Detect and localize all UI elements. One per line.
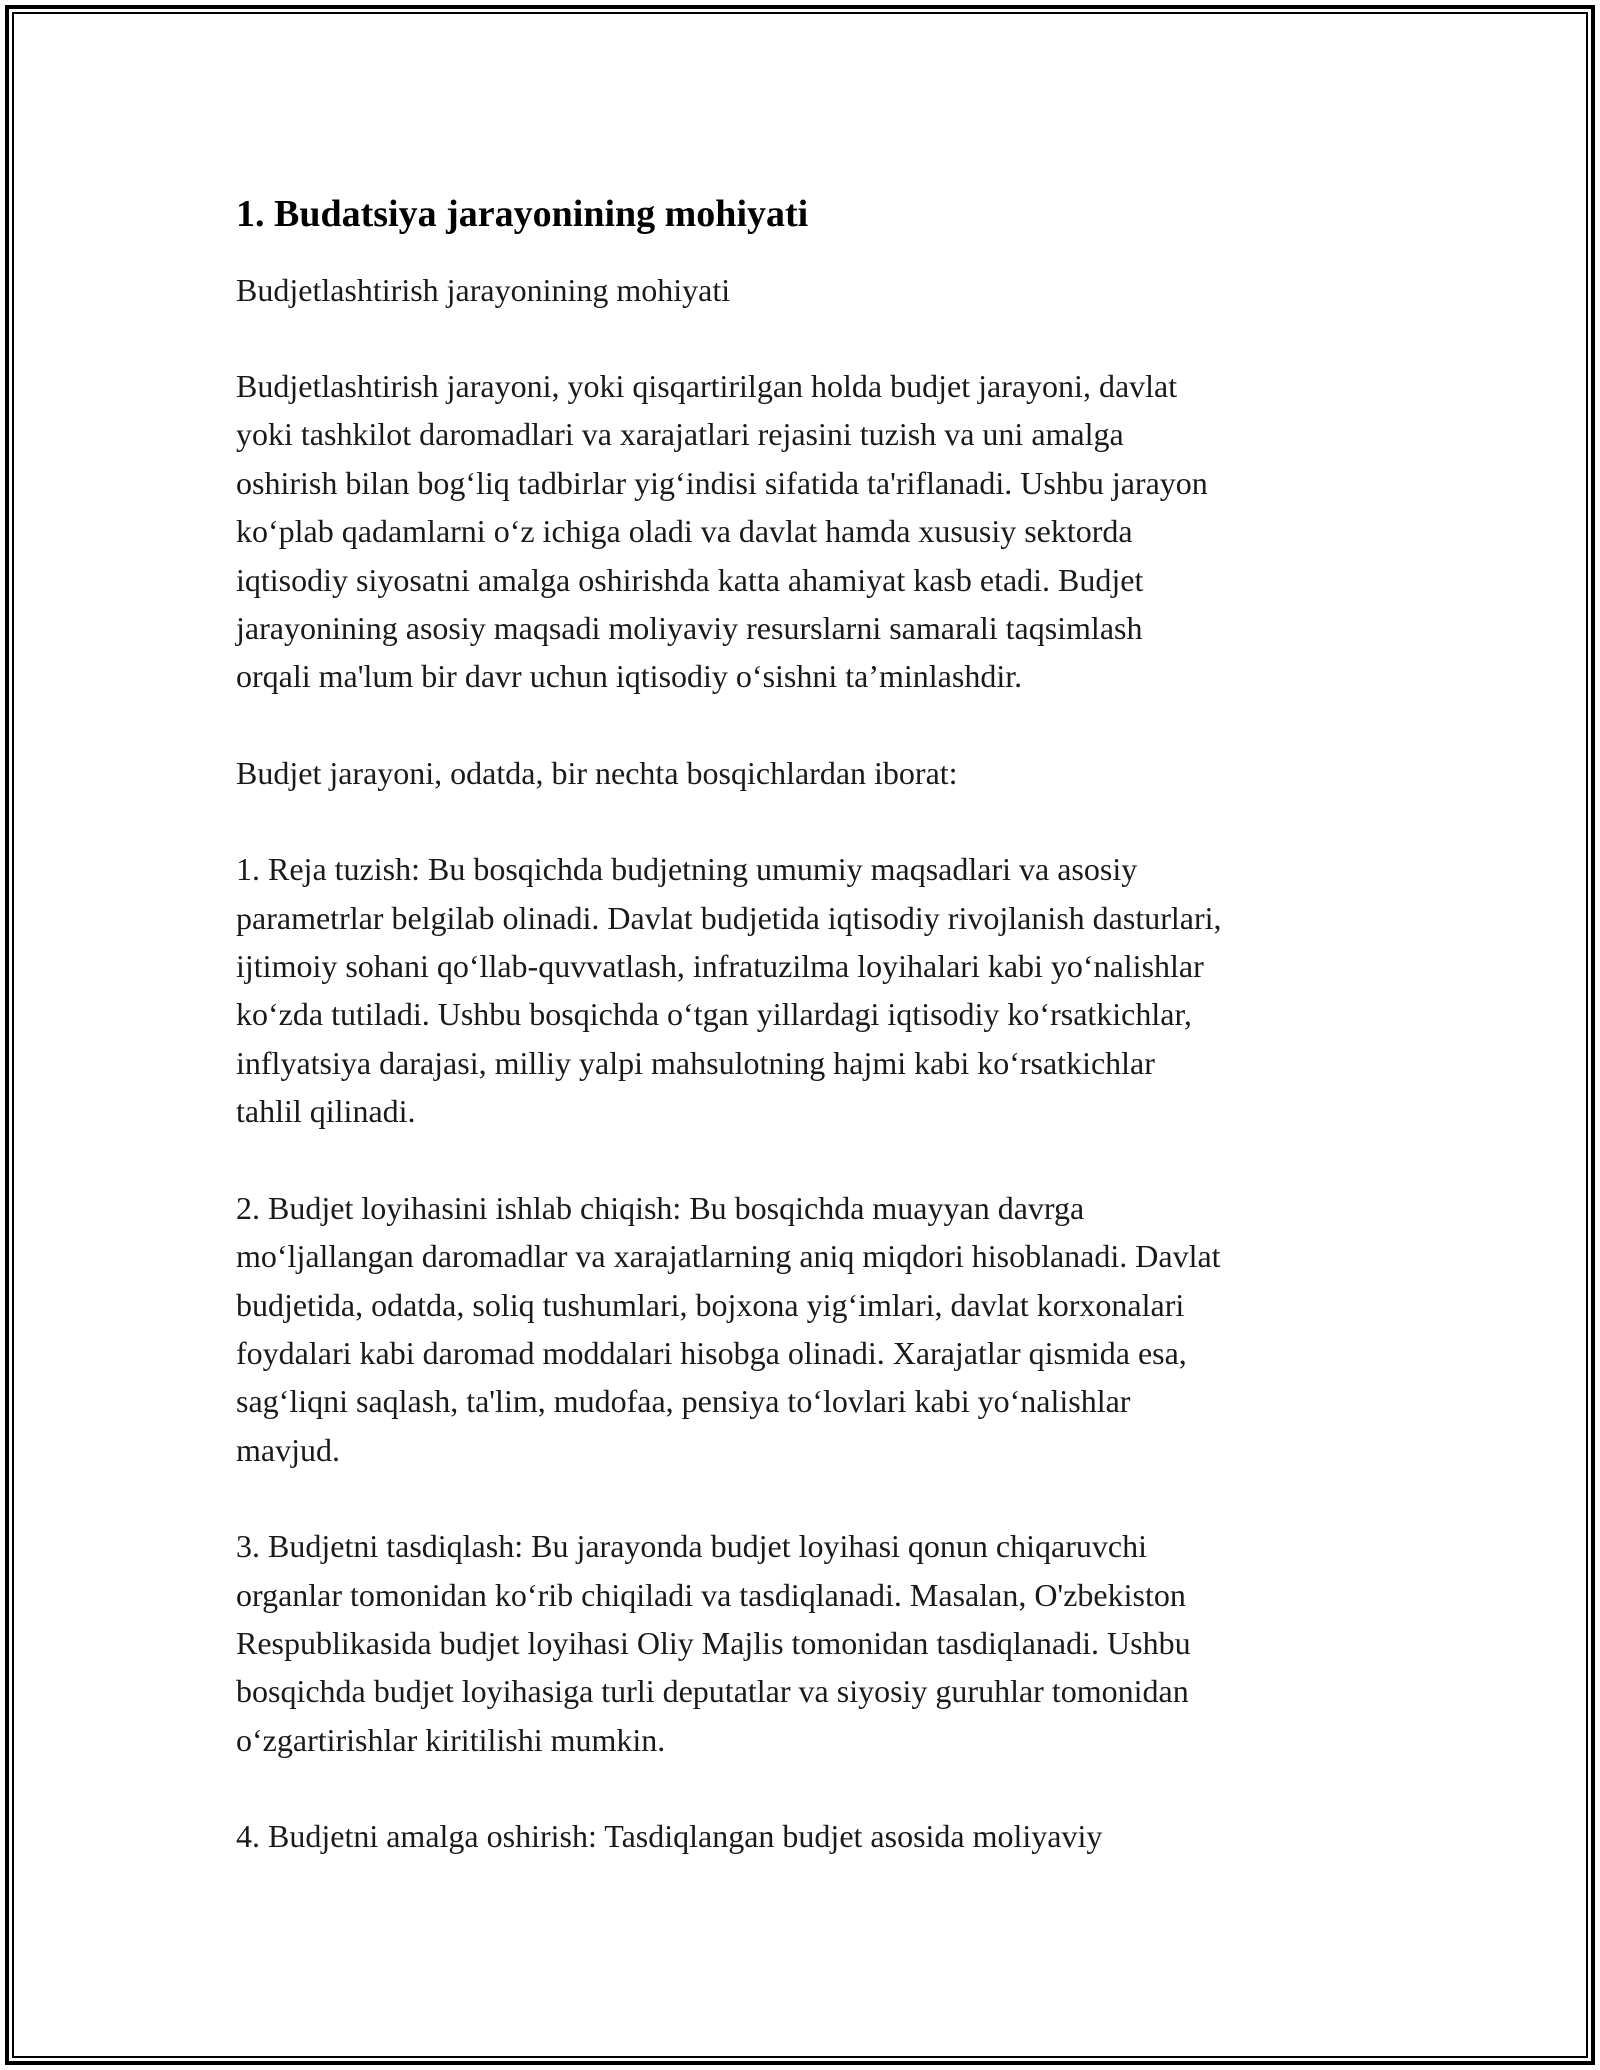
paragraph-stage-3: 3. Budjetni tasdiqlash: Bu jarayonda budjet loyihasi qonun chiqaruvchi organlar tomonidan ko‘rib chiqiladi va tasdiqlanadi. Masalan, O'zbekiston Respublikasida budjet loyihasi Oliy Majlis tomonidan tasdiqlanadi. Ushbu bosqichda budjet loyihasiga turli deputatlar va siyosiy guruhlar tomonidan o‘zgartirishlar kiritilishi mumkin.: [236, 1528, 1191, 1758]
document-subtitle: Budjetlashtirish jarayonining mohiyati: [236, 272, 731, 308]
paragraph-stage-2: 2. Budjet loyihasini ishlab chiqish: Bu bosqichda muayyan davrga mo‘ljallangan daromadlar va xarajatlarning aniq miqdori hisoblanadi. Davlat budjetida, odatda, soliq tushumlari, bojxona yig‘imlari, davlat korxonalari foydalari kabi daromad moddalari hisobga olinadi. Xarajatlar qismida esa, sag‘liqni saqlash, ta'lim, mudofaa, pensiya to‘lovlari kabi yo‘nalishlar mavjud.: [236, 1189, 1221, 1468]
paragraph-intro: Budjetlashtirish jarayoni, yoki qisqartirilgan holda budjet jarayoni, davlat yoki tashkilot daromadlari va xarajatlari rejasini tuzish va uni amalga oshirish bilan bog‘liq tadbirlar yig‘indisi sifatida ta'riflanadi. Ushbu jarayon ko‘plab qadamlarni o‘z ichiga oladi va davlat hamda xususiy sektorda iqtisodiy siyosatni amalga oshirishda katta ahamiyat kasb etadi. Budjet jarayonining asosiy maqsadi moliyaviy resurslarni samarali taqsimlash orqali ma'lum bir davr uchun iqtisodiy o‘sishni ta’minlashdir.: [236, 368, 1208, 695]
paragraph-stage-1: 1. Reja tuzish: Bu bosqichda budjetning umumiy maqsadlari va asosiy parametrlar belgilab olinadi. Davlat budjetida iqtisodiy rivojlanish dasturlari, ijtimoiy sohani qo‘llab-quvvatlash, infratuzilma loyihalari kabi yo‘nalishlar ko‘zda tutiladi. Ushbu bosqichda o‘tgan yillardagi iqtisodiy ko‘rsatkichlar, inflyatsiya darajasi, milliy yalpi mahsulotning hajmi kabi ko‘rsatkichlar tahlil qilinadi.: [236, 851, 1222, 1130]
document-body: [236, 186, 1371, 1861]
document-title: 1. Budatsiya jarayonining mohiyati: [236, 193, 809, 235]
paragraph-stages-lead: Budjet jarayoni, odatda, bir nechta bosqichlardan iborat:: [236, 754, 958, 791]
paragraph-stage-4: 4. Budjetni amalga oshirish: Tasdiqlangan budjet asosida moliyaviy: [236, 1818, 1103, 1855]
